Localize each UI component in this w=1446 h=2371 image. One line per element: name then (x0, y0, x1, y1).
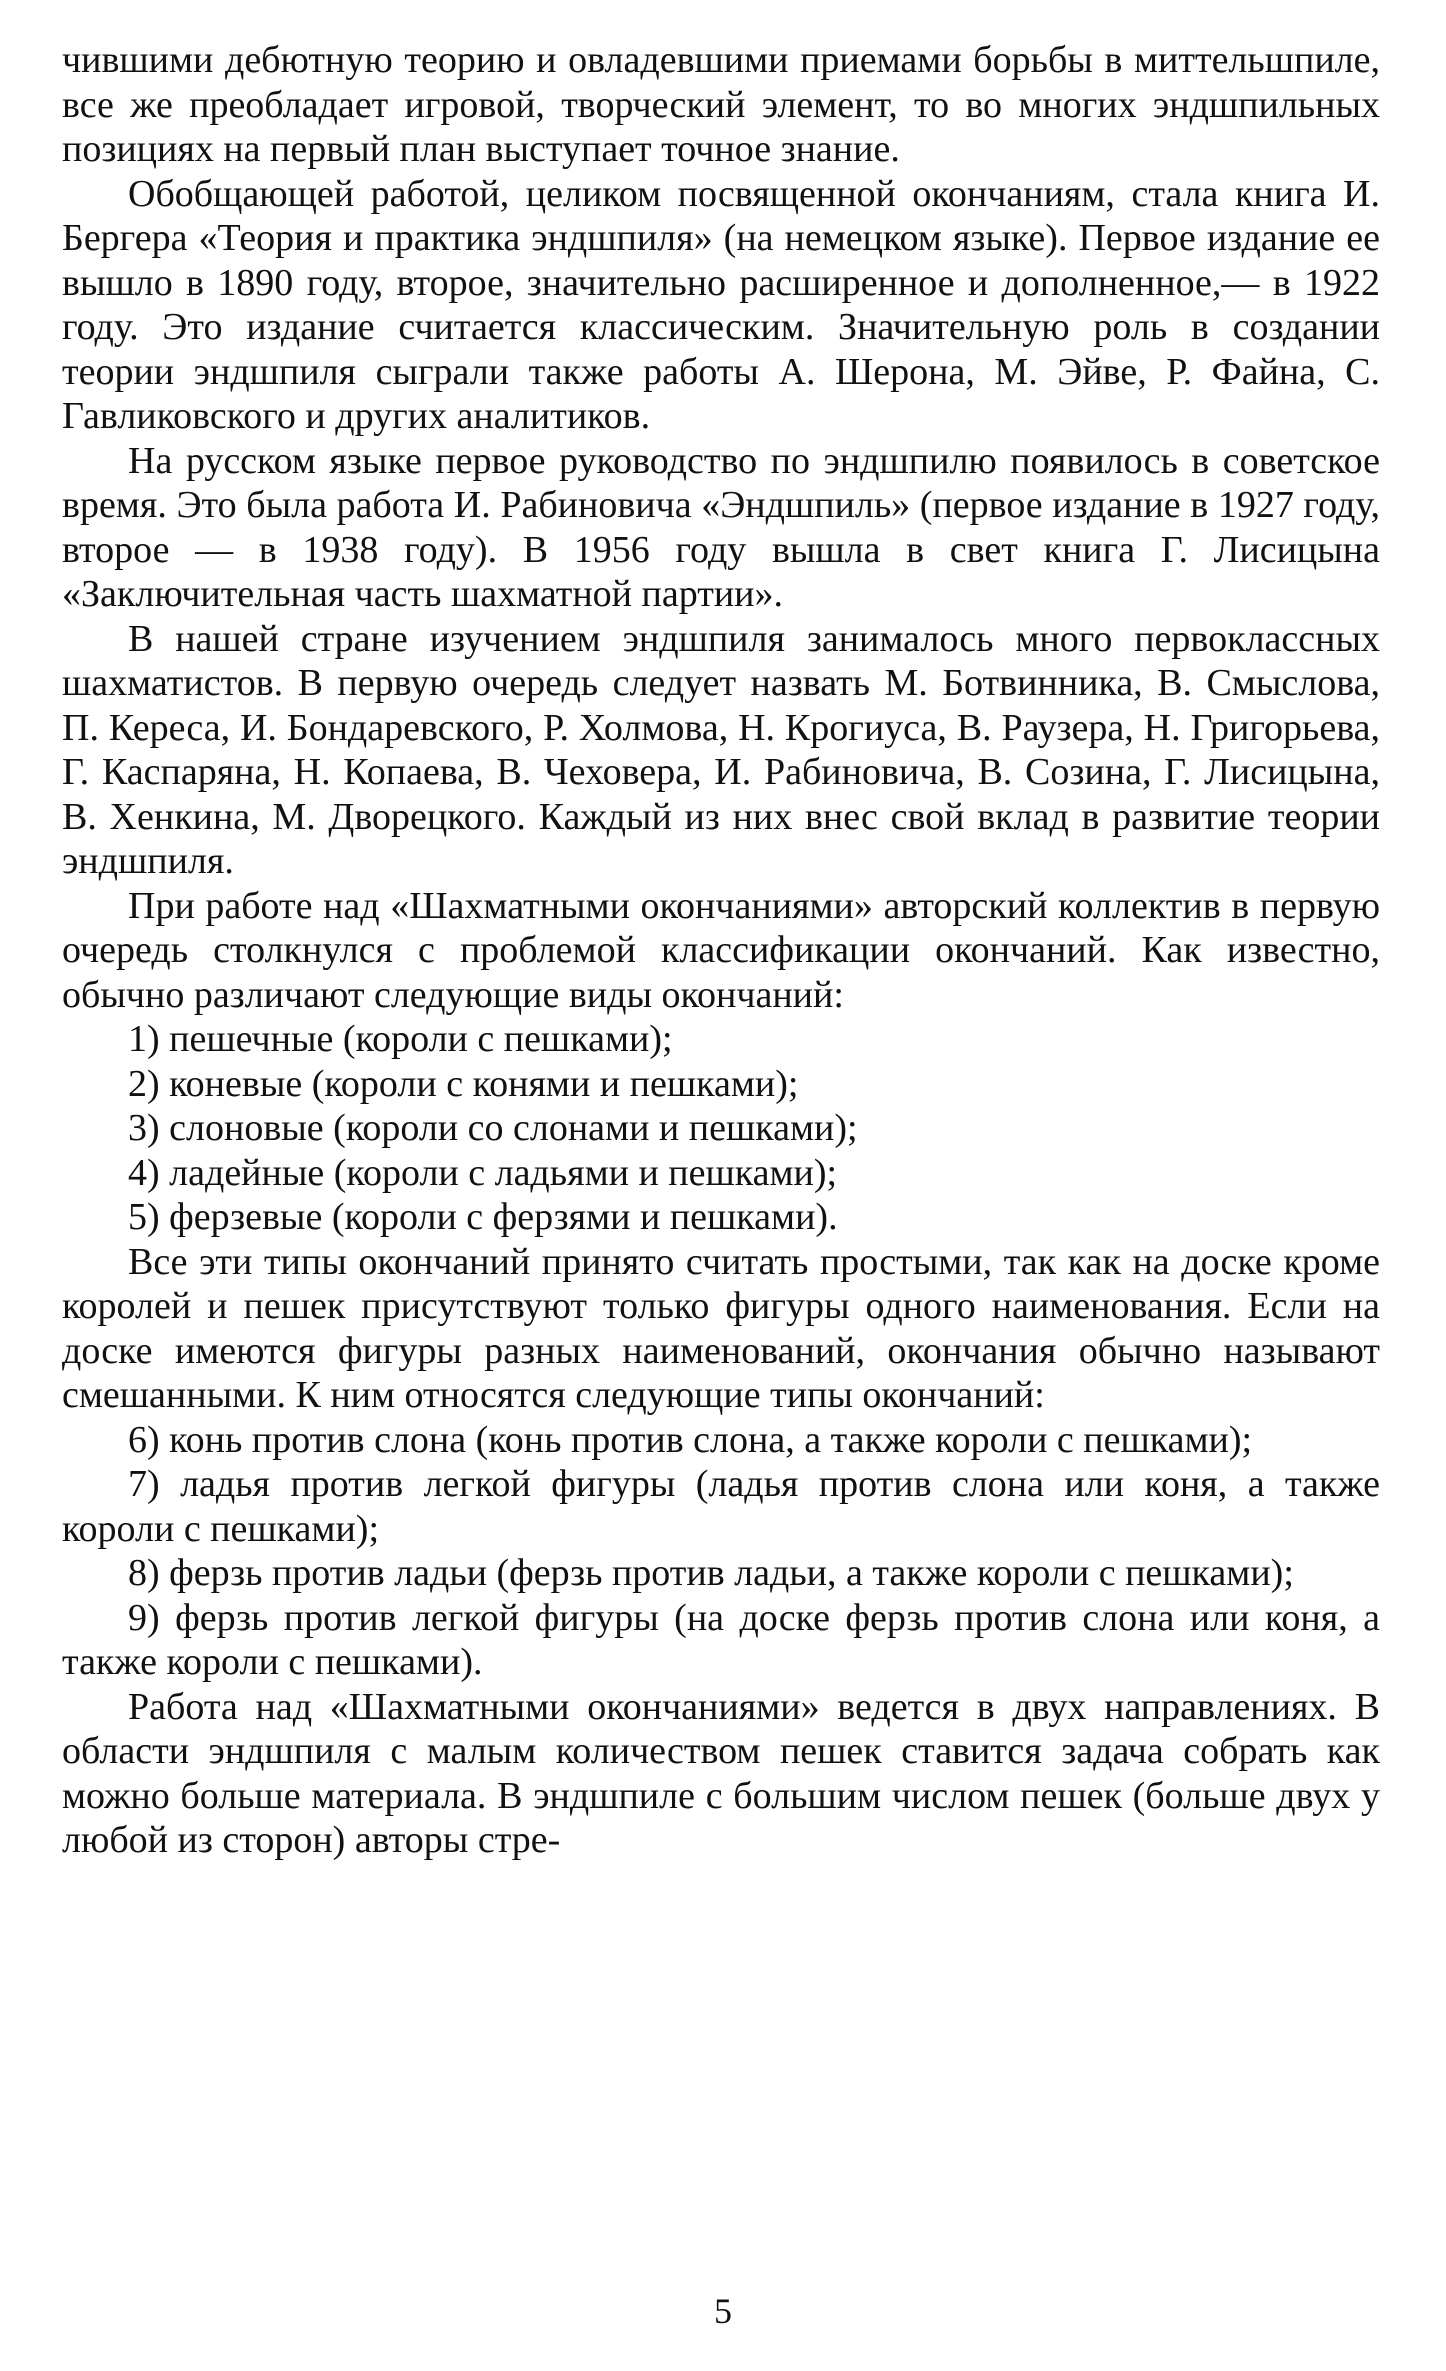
list-item: 7) ладья против легкой фигуры (ладья против слона или коня, а также короли с пешками); (62, 1463, 1380, 1550)
list-item: 5) ферзевые (короли с ферзями и пешками). (128, 1196, 838, 1238)
paragraph-soviet-players: В нашей стране изучением эндшпиля занималось много первоклассных шахматистов. В первую очередь следует назвать М. Ботвинника, В. Смыслова, П. Кереса, И. Бондаревского, Р. Холмова, Н. Крогиуса, В. Раузера, Н. Григорьева, Г. Каспаряна, Н. Копаева, В. Чеховера, И. Рабиновича, В. Созина, Г. Лисицына, В. Хенкина, М. Дворецкого. Каждый из них внес свой вклад в развитие теории эндшпиля. (62, 617, 1380, 882)
list-mixed-endings (62, 1418, 1380, 1685)
list-item: 1) пешечные (короли с пешками); (128, 1018, 673, 1060)
paragraph-russian-guide: На русском языке первое руководство по эндшпилю появилось в советское время. Это была работа И. Рабиновича «Эндшпиль» (первое издание в 1927 году, второе — в 1938 году). В 1956 году вышла в свет книга Г. Лисицына «Заключительная часть шахматной партии». (62, 439, 1380, 615)
list-item: 8) ферзь против ладьи (ферзь против ладьи, а также короли с пешками); (128, 1552, 1294, 1594)
list-item: 2) коневые (короли с конями и пешками); (128, 1062, 799, 1105)
list-item: 3) слоновые (короли со слонами и пешками); (128, 1107, 858, 1149)
page-body (62, 38, 1380, 1863)
list-item: 4) ладейные (короли с ладьями и пешками); (128, 1151, 838, 1194)
paragraph-simple-vs-mixed: Все эти типы окончаний принято считать простыми, так как на доске кроме королей и пешек присутствуют только фигуры одного наименования. Если на доске имеются фигуры разных наименований, окончания обычно называют смешанными. К ним относятся следующие типы окончаний: (62, 1240, 1380, 1416)
page-number: 5 (714, 2291, 732, 2331)
paragraph-work-directions: Работа над «Шахматными окончаниями» ведется в двух направлениях. В области эндшпиля с малым количеством пешек ставится задача собрать как можно больше материала. В эндшпиле с большим числом пешек (больше двух у любой из сторон) авторы стре- (62, 1685, 1380, 1861)
list-simple-endings (62, 1017, 1380, 1240)
list-item: 6) конь против слона (конь против слона, а также короли с пешками); (128, 1418, 1253, 1461)
paragraph-continuation: чившими дебютную теорию и овладевшими приемами борьбы в миттельшпиле, все же преобладает игровой, творческий элемент, то во многих эндшпильных позициях на первый план выступает точное знание. (62, 39, 1380, 170)
paragraph-classification: При работе над «Шахматными окончаниями» авторский коллектив в первую очередь столкнулся с проблемой классификации окончаний. Как известно, обычно различают следующие виды окончаний: (62, 884, 1380, 1016)
list-item: 9) ферзь против легкой фигуры (на доске ферзь против слона или коня, а также короли с пешками). (62, 1596, 1380, 1683)
paragraph-berger-book: Обобщающей работой, целиком посвященной окончаниям, стала книга И. Бергера «Теория и практика эндшпиля» (на немецком языке). Первое издание ее вышло в 1890 году, второе, значительно расширенное и дополненное,— в 1922 году. Это издание считается классическим. Значительную роль в создании теории эндшпиля сыграли также работы А. Шерона, М. Эйве, Р. Файна, С. Гавликовского и других аналитиков. (62, 172, 1380, 437)
